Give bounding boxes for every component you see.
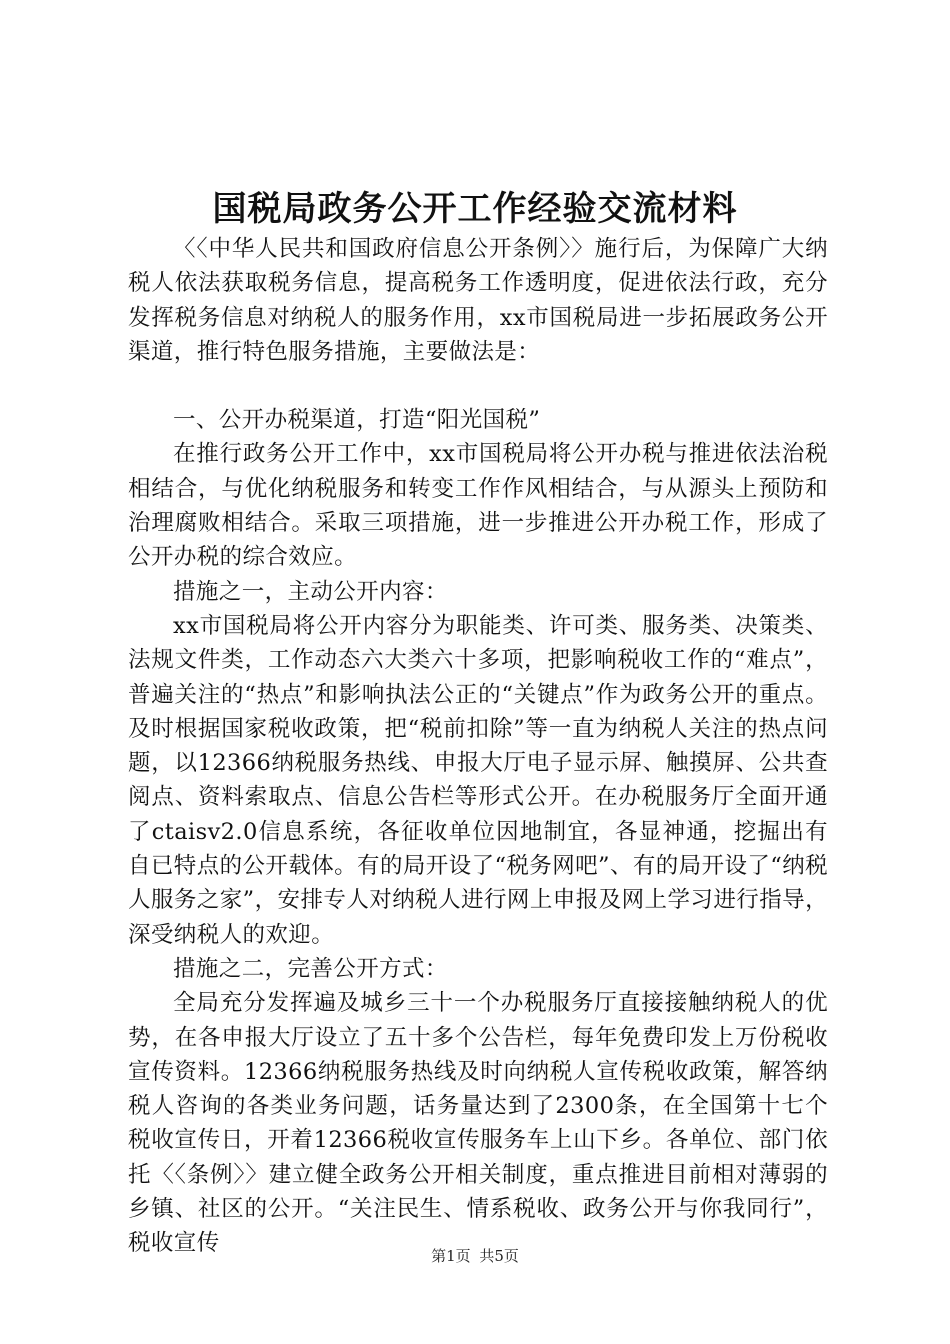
section-heading-1: 一、公开办税渠道，打造“阳光国税” [173,407,541,434]
measure-2-paragraph: 全局充分发挥遍及城乡三十一个办税服务厅直接接触纳税人的优势，在各申报大厅设立了五十多个公告栏，每年免费印发上万份税收宣传资料。12366纳税服务热线及时向纳税人宣传税收政策，解答纳税人咨询的各类业务问题，话务量达到了2300条，在全国第十七个税收宣传日，开着12366税收宣传服务车上山下乡。各单位、部门依托〈〈条例〉〉建立健全政务公开相关制度，重点推进目前相对薄弱的乡镇、社区的公开。“关注民生、情系税收、政务公开与你我同行”，税收宣传 [128,990,828,1257]
page-number: 第1页 [431,1247,471,1265]
document-body [128,232,828,1261]
measure-1-heading: 措施之一，主动公开内容： [173,578,448,605]
page-footer [0,1246,950,1266]
measure-1-paragraph: xx市国税局将公开内容分为职能类、许可类、服务类、决策类、法规文件类，工作动态六大类六十多项，把影响税收工作的“难点”，普遍关注的“热点”和影响执法公正的“关键点”作为政务公开的重点。及时根据国家税收政策，把“税前扣除”等一直为纳税人关注的热点问题，以12366纳税服务热线、申报大厅电子显示屏、触摸屏、公共查阅点、资料索取点、信息公告栏等形式公开。在办税服务厅全面开通了ctaisv2.0信息系统，各征收单位因地制宜，各显神通，挖掘出有自已特点的公开载体。有的局开设了“税务网吧”、有的局开设了“纳税人服务之家”，安排专人对纳税人进行网上申报及网上学习进行指导，深受纳税人的欢迎。 [128,612,828,948]
document-title: 国税局政务公开工作经验交流材料 [212,189,738,229]
section-1-paragraph: 在推行政务公开工作中，xx市国税局将公开办税与推进依法治税相结合，与优化纳税服务和转变工作作风相结合，与从源头上预防和治理腐败相结合。采取三项措施，进一步推进公开办税工作，形成了公开办税的综合效应。 [128,441,828,571]
measure-2-heading: 措施之二，完善公开方式： [173,955,448,982]
intro-paragraph: 〈〈中华人民共和国政府信息公开条例〉〉施行后，为保障广大纳税人依法获取税务信息，提高税务工作透明度，促进依法行政，充分发挥税务信息对纳税人的服务作用，xx市国税局进一步拓展政务公开渠道，推行特色服务措施，主要做法是： [128,236,828,365]
page-total: 共5页 [479,1247,519,1265]
